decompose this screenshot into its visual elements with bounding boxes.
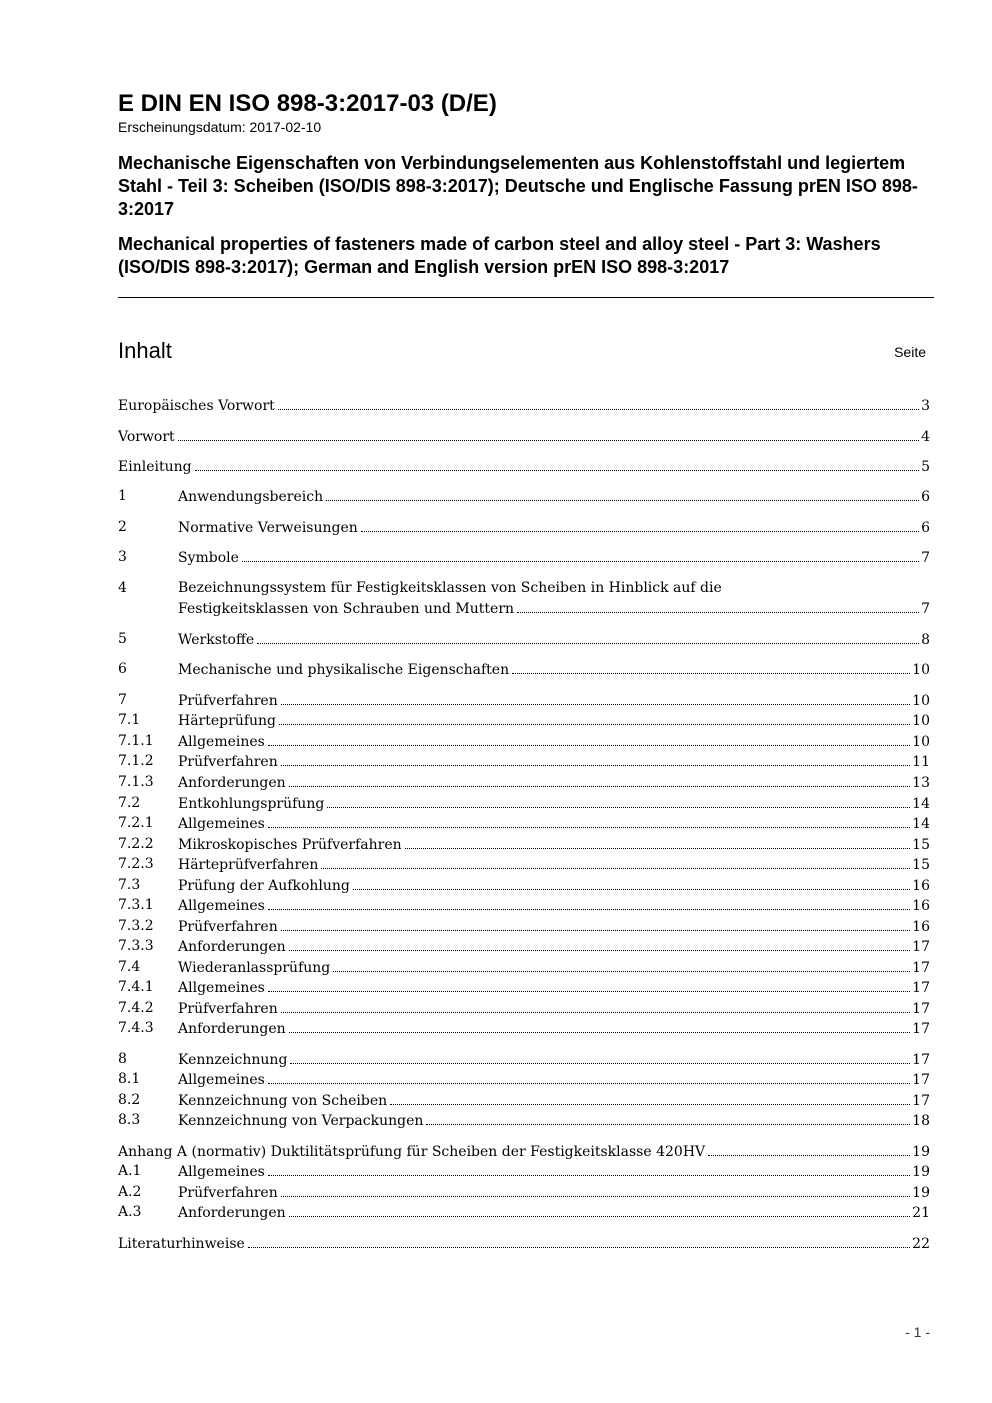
toc-entry[interactable]: [118, 1202, 930, 1222]
toc-leader-dots: [405, 834, 911, 849]
toc-entry-page: 17: [912, 1001, 930, 1017]
toc-entry-page: 4: [921, 429, 930, 445]
toc-entry-label: Anforderungen: [178, 1205, 286, 1221]
toc-entry[interactable]: [118, 772, 930, 792]
toc-entry-label: Europäisches Vorwort: [118, 398, 275, 414]
toc-leader-dots: [281, 998, 910, 1013]
toc-entry-number: A.1: [118, 1163, 142, 1179]
toc-entry-number: 8.1: [118, 1071, 141, 1087]
toc-entry-number: 7.3.3: [118, 938, 154, 954]
toc-leader-dots: [178, 426, 919, 441]
toc-entry-page: 16: [912, 919, 930, 935]
toc-entry-page: 17: [912, 980, 930, 996]
toc-entry[interactable]: [118, 580, 930, 618]
toc-entry-label-line1: Bezeichnungssystem für Festigkeitsklassen von Scheiben in Hinblick auf die: [178, 580, 722, 596]
toc-entry[interactable]: [118, 1233, 930, 1253]
toc-entry-page: 14: [912, 816, 930, 832]
toc-entry-page: 17: [912, 1021, 930, 1037]
toc-entry-label: Wiederanlassprüfung: [178, 960, 331, 976]
toc-entry-number: A.2: [118, 1184, 142, 1200]
toc-entry-label: Allgemeines: [178, 898, 265, 914]
toc-page-column-label: Seite: [894, 344, 926, 360]
toc-entry-page: 22: [912, 1236, 930, 1252]
toc-leader-dots: [281, 916, 910, 931]
toc-entry-page: 10: [912, 713, 930, 729]
toc-entry-page: 19: [912, 1185, 930, 1201]
toc-leader-dots: [195, 456, 920, 471]
toc-entry-number: 1: [118, 488, 127, 504]
toc-leader-dots: [327, 793, 910, 808]
toc-entry[interactable]: [118, 1141, 930, 1161]
toc-entry[interactable]: [118, 854, 930, 874]
toc-entry[interactable]: [118, 998, 930, 1018]
toc-entry-label: Entkohlungsprüfung: [178, 796, 325, 812]
toc-entry-number: 7.1.1: [118, 733, 154, 749]
toc-entry-label: Anhang A (normativ) Duktilitätsprüfung für Scheiben der Festigkeitsklasse 420HV: [118, 1144, 706, 1160]
toc-entry-label: Prüfverfahren: [178, 693, 278, 709]
toc-entry-label: Normative Verweisungen: [178, 520, 358, 536]
page-number: - 1 -: [905, 1324, 930, 1340]
toc-leader-dots: [268, 813, 910, 828]
toc-entry-label: Mikroskopisches Prüfverfahren: [178, 837, 402, 853]
toc-entry-number: 8.2: [118, 1092, 141, 1108]
toc-entry-number: 3: [118, 549, 127, 565]
title-english: Mechanical properties of fasteners made of carbon steel and alloy steel - Part 3: Washers (ISO/DIS 898-3:2017); German and English version prEN ISO 898-3:2017: [118, 234, 881, 277]
toc-entry[interactable]: [118, 1182, 930, 1202]
toc-entry-label: Anforderungen: [178, 775, 286, 791]
toc-entry-page: 15: [912, 837, 930, 853]
toc-entry-label: Einleitung: [118, 459, 192, 475]
toc-entry[interactable]: [118, 977, 930, 997]
toc-entry[interactable]: [118, 916, 930, 936]
toc-title: Inhalt: [118, 338, 172, 363]
toc-entry-label: Anforderungen: [178, 1021, 286, 1037]
toc-entry[interactable]: [118, 1049, 930, 1069]
toc-entry-page: 15: [912, 857, 930, 873]
toc-entry-page: 8: [921, 632, 930, 648]
toc-leader-dots: [289, 1018, 911, 1033]
toc-entry-label: Allgemeines: [178, 1164, 265, 1180]
toc-entry-label: Anforderungen: [178, 939, 286, 955]
toc-entry-label: Festigkeitsklassen von Schrauben und Muttern: [178, 601, 515, 617]
toc-entry-label: Allgemeines: [178, 980, 265, 996]
toc-entry-number: 7.3.2: [118, 918, 154, 934]
title-german: Mechanische Eigenschaften von Verbindungselementen aus Kohlenstoffstahl und legiertem Stahl - Teil 3: Scheiben (ISO/DIS 898-3:2017); Deutsche und Englische Fassung prEN ISO 898-3:2017: [118, 153, 918, 219]
toc-leader-dots: [512, 659, 910, 674]
toc-entry-label: Prüfverfahren: [178, 919, 278, 935]
toc-entry-label: Prüfverfahren: [178, 1185, 278, 1201]
toc-entry-number: 5: [118, 631, 127, 647]
toc-entry-number: 7.4: [118, 959, 141, 975]
toc-entry[interactable]: [118, 957, 930, 977]
toc-leader-dots: [268, 977, 910, 992]
toc-entry-number: 2: [118, 519, 127, 535]
toc-entry-page: 17: [912, 1093, 930, 1109]
toc-entry[interactable]: [118, 1090, 930, 1110]
toc-leader-dots: [248, 1233, 910, 1248]
toc-entry-label: Mechanische und physikalische Eigenschaften: [178, 662, 510, 678]
toc-entry-label: Anwendungsbereich: [178, 489, 324, 505]
toc-entry-label: Härteprüfung: [178, 713, 277, 729]
toc-entry[interactable]: [118, 659, 930, 679]
toc-leader-dots: [326, 486, 919, 501]
toc-entry-number: 7.2.2: [118, 836, 154, 852]
toc-entry-page: 17: [912, 1052, 930, 1068]
toc-entry-label: Prüfverfahren: [178, 1001, 278, 1017]
publication-date: Erscheinungsdatum: 2017-02-10: [118, 119, 322, 135]
toc-entry-number: 7.4.1: [118, 979, 154, 995]
toc-entry-page: 14: [912, 796, 930, 812]
toc-entry[interactable]: [118, 793, 930, 813]
toc-leader-dots: [281, 1182, 910, 1197]
toc-entry-label: Literaturhinweise: [118, 1236, 245, 1252]
toc-entry[interactable]: [118, 690, 930, 710]
toc-entry[interactable]: [118, 547, 930, 567]
toc-entry-page: 17: [912, 939, 930, 955]
toc-entry-page: 11: [912, 754, 930, 770]
toc-entry[interactable]: [118, 936, 930, 956]
toc-entry-label: Härteprüfverfahren: [178, 857, 319, 873]
toc-entry[interactable]: [118, 875, 930, 895]
toc-leader-dots: [290, 1049, 910, 1064]
toc-entry-page: 13: [912, 775, 930, 791]
toc-entry-number: 6: [118, 661, 127, 677]
toc-entry-number: 7.2: [118, 795, 141, 811]
toc-entry-page: 17: [912, 1072, 930, 1088]
toc-entry-label: Prüfung der Aufkohlung: [178, 878, 350, 894]
toc-entry[interactable]: [118, 731, 930, 751]
toc-entry-page: 18: [912, 1113, 930, 1129]
toc-entry[interactable]: [118, 895, 930, 915]
toc-entry-label: Kennzeichnung von Scheiben: [178, 1093, 388, 1109]
toc-entry-number: A.3: [118, 1204, 142, 1220]
document-id: E DIN EN ISO 898-3:2017-03 (D/E): [118, 90, 497, 117]
toc-entry-number: 7.1.2: [118, 753, 154, 769]
toc-entry[interactable]: [118, 395, 930, 415]
toc-entry[interactable]: [118, 486, 930, 506]
toc-entry[interactable]: [118, 629, 930, 649]
toc-entry-label: Allgemeines: [178, 1072, 265, 1088]
toc-leader-dots: [268, 731, 910, 746]
toc-leader-dots: [281, 690, 910, 705]
toc-entry-number: 7.3: [118, 877, 141, 893]
toc-entry-page: 6: [921, 489, 930, 505]
toc-entry[interactable]: [118, 456, 930, 476]
toc-leader-dots: [333, 957, 910, 972]
toc-entry-page: 10: [912, 662, 930, 678]
toc-entry-number: 7.2.3: [118, 856, 154, 872]
toc-entry[interactable]: [118, 1018, 930, 1038]
header-divider: [118, 297, 934, 298]
toc-entry-label: Kennzeichnung von Verpackungen: [178, 1113, 424, 1129]
toc-leader-dots: [268, 1069, 910, 1084]
document-header: [118, 90, 934, 279]
toc-leader-dots: [289, 936, 911, 951]
toc-entry-page: 16: [912, 898, 930, 914]
toc-leader-dots: [289, 1202, 911, 1217]
toc-entry-page: 10: [912, 693, 930, 709]
toc-entry[interactable]: [118, 517, 930, 537]
toc-entry-page: 10: [912, 734, 930, 750]
toc-entry-label: Werkstoffe: [178, 632, 255, 648]
toc-leader-dots: [361, 517, 919, 532]
toc-leader-dots: [353, 875, 910, 890]
toc-entry-label: Allgemeines: [178, 734, 265, 750]
toc-entry-number: 4: [118, 580, 127, 596]
toc-leader-dots: [426, 1110, 910, 1125]
toc-entry-label: Symbole: [178, 550, 239, 566]
toc-entry-number: 7.4.3: [118, 1020, 154, 1036]
toc-leader-dots: [279, 710, 910, 725]
toc-entry[interactable]: [118, 710, 930, 730]
toc-leader-dots: [289, 772, 911, 787]
toc-entry[interactable]: [118, 1069, 930, 1089]
toc-entry-page: 16: [912, 878, 930, 894]
toc-entry-number: 7.4.2: [118, 1000, 154, 1016]
toc-entry-page: 17: [912, 960, 930, 976]
toc-entry-page: 5: [921, 459, 930, 475]
toc-leader-dots: [268, 895, 910, 910]
toc-entry[interactable]: [118, 1161, 930, 1181]
toc-leader-dots: [390, 1090, 910, 1105]
toc-leader-dots: [268, 1161, 910, 1176]
toc-leader-dots: [708, 1141, 910, 1156]
toc-entry-label: Allgemeines: [178, 816, 265, 832]
toc-entry-label: Vorwort: [118, 429, 175, 445]
toc-entry-label: Kennzeichnung: [178, 1052, 288, 1068]
toc-entry-number: 7.1: [118, 712, 141, 728]
toc-entry-page: 21: [912, 1205, 930, 1221]
toc-entry[interactable]: [118, 751, 930, 771]
toc-entry-number: 8.3: [118, 1112, 141, 1128]
toc-entry[interactable]: [118, 834, 930, 854]
toc-entry-label: Prüfverfahren: [178, 754, 278, 770]
toc-entry[interactable]: [118, 1110, 930, 1130]
toc-entry-page: 19: [912, 1144, 930, 1160]
toc-entry-number: 7.2.1: [118, 815, 154, 831]
toc-entry-page: 7: [921, 601, 930, 617]
toc-entry-page: 19: [912, 1164, 930, 1180]
toc-leader-dots: [517, 598, 919, 613]
toc-entry[interactable]: [118, 813, 930, 833]
toc-entry-number: 7.1.3: [118, 774, 154, 790]
toc-entry-number: 7.3.1: [118, 897, 154, 913]
toc-header: [118, 337, 926, 367]
toc-entry-page: 7: [921, 550, 930, 566]
toc-leader-dots: [242, 547, 919, 562]
toc-entry[interactable]: [118, 426, 930, 446]
toc-entry-page: 3: [921, 398, 930, 414]
toc-leader-dots: [321, 854, 910, 869]
toc-entry-number: 8: [118, 1051, 127, 1067]
toc-leader-dots: [257, 629, 919, 644]
toc-entry-page: 6: [921, 520, 930, 536]
toc-leader-dots: [281, 751, 910, 766]
toc-entry-number: 7: [118, 692, 127, 708]
toc-leader-dots: [278, 395, 919, 410]
